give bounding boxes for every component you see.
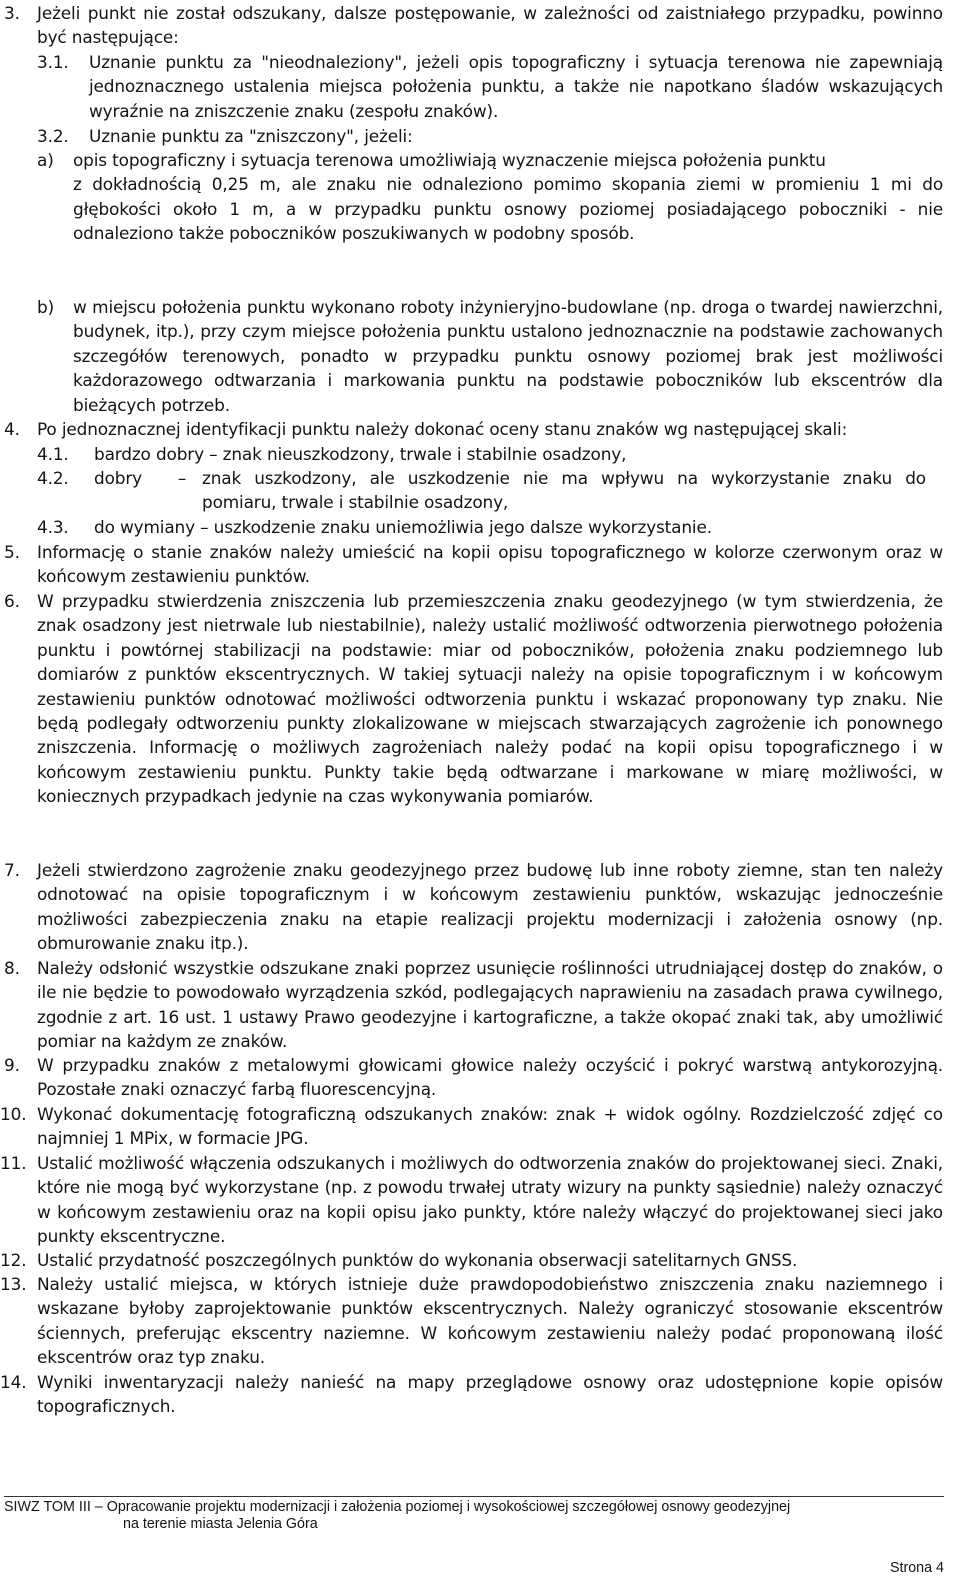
item-text: Uznanie punktu za "zniszczony", jeżeli: bbox=[89, 126, 413, 146]
page-number: Strona 4 bbox=[889, 1560, 944, 1576]
section-4-2 bbox=[37, 466, 926, 515]
section-3-1 bbox=[37, 50, 943, 123]
item-number: 14. bbox=[0, 1372, 27, 1392]
item-text: W przypadku stwierdzenia zniszczenia lub przemieszczenia znaku geodezyjnego (w tym stwierdzenia, że znak osadzony jest nietrwale lub niestabilnie), należy ustalić możliwość odtworzenia pierwotnego położenia punktu i powtórnej stabilizacji na podstawie: miar od poboczników, położenia znaku podziemnego lub domiarów z punktów ekscentrycznych. W takiej sytuacji należy na opisie topograficznym i w końcowym zestawieniu punktów odnotować możliwości odtworzenia punktu i wskazać proponowany typ znaku. Nie będą podlegały odtworzeniu punkty zlokalizowane w miejscach stwarzających zagrożenie ich ponownego zniszczenia. Informację o możliwych zagrożeniach należy podać na kopii opisu topograficznego i w końcowym zestawieniu punktu. Punkty takie będą odtwarzane i markowane w miarę możliwości, w koniecznych przypadkach jedynie na czas wykonywania pomiarów. bbox=[37, 591, 943, 807]
item-text: bardzo dobry – znak nieuszkodzony, trwale i stabilnie osadzony, bbox=[94, 444, 627, 464]
section-4 bbox=[0, 417, 943, 441]
item-number: 10. bbox=[0, 1104, 27, 1124]
item-text: opis topograficzny i sytuacja terenowa umożliwiają wyznaczenie miejsca położenia punktu bbox=[73, 150, 826, 170]
item-number: 13. bbox=[0, 1274, 27, 1294]
section-10 bbox=[0, 1102, 943, 1151]
section-14 bbox=[0, 1370, 943, 1419]
item-text: Wyniki inwentaryzacji należy nanieść na mapy przeglądowe osnowy oraz udostępnione kopie opisów topograficznych. bbox=[37, 1372, 943, 1417]
item-text: Uznanie punktu za "nieodnaleziony", jeżeli opis topograficzny i sytuacja terenowa nie zapewniają jednoznacznego ustalenia miejsca położenia punktu, a także nie napotkano śladów wskazujących wyraźnie na zniszczenie znaku (zespołu znaków). bbox=[89, 52, 943, 121]
section-9 bbox=[0, 1053, 943, 1102]
item-text: Jeżeli punkt nie został odszukany, dalsze postępowanie, w zależności od zaistniałego przypadku, powinno być następujące: bbox=[37, 3, 943, 48]
item-text: Jeżeli stwierdzono zagrożenie znaku geodezyjnego przez budowę lub inne roboty ziemne, stan ten należy odnotować na opisie topograficznym i w końcowym zestawieniu punktów, wskazując jednocześnie możliwości zabezpieczenia znaku na etapie realizacji projektu modernizacji i założenia osnowy (np. obmurowanie znaku itp.). bbox=[37, 860, 943, 954]
item-text: Wykonać dokumentację fotograficzną odszukanych znaków: znak + widok ogólny. Rozdzielczość zdjęć co najmniej 1 MPix, w formacie JPG. bbox=[37, 1104, 943, 1149]
dash: – bbox=[177, 468, 187, 488]
item-number: 11. bbox=[0, 1153, 27, 1173]
footer-title: SIWZ TOM III – Opracowanie projektu modernizacji i założenia poziomej i wysokościowej szczegółowej osnowy geodezyjnej bbox=[4, 1499, 791, 1515]
item-text: Ustalić możliwość włączenia odszukanych i możliwych do odtworzenia znaków do projektowanej sieci. Znaki, które nie mogą być wykorzystane (np. z powodu trwałej utraty wizury na punkty sąsiednie) należy oznaczyć w końcowym zestawieniu oraz na kopii opisu jako punkty, które należy włączyć do projektowanej sieci jako punkty ekscentryczne. bbox=[37, 1153, 943, 1247]
item-text: Należy odsłonić wszystkie odszukane znaki poprzez usunięcie roślinności utrudniającej dostęp do znaków, o ile nie będzie to powodowało wyrządzenia szkód, podlegających naprawieniu na zasadach prawa cywilnego, zgodnie z art. 16 ust. 1 ustawy Prawo geodezyjne i kartograficzne, a także okopać znaki tak, aby umożliwić pomiar na każdym ze znaków. bbox=[37, 958, 943, 1052]
item-number: 3.1. bbox=[37, 52, 69, 72]
section-4-1 bbox=[37, 442, 944, 466]
item-number: 8. bbox=[4, 958, 20, 978]
item-number: 9. bbox=[4, 1055, 20, 1075]
item-number: 4.1. bbox=[37, 444, 69, 464]
section-8 bbox=[0, 956, 943, 1054]
item-number: 4.2. bbox=[37, 468, 69, 488]
item-number: 12. bbox=[0, 1250, 27, 1270]
item-number: 5. bbox=[4, 542, 20, 562]
item-number: 4. bbox=[4, 419, 20, 439]
item-number: 3.2. bbox=[37, 126, 69, 146]
item-number: 7. bbox=[4, 860, 20, 880]
item-text-continuation: z dokładnością 0,25 m, ale znaku nie odnaleziono pomimo skopania ziemi w promieniu 1 mi do głębokości około 1 m, a w przypadku punktu osnowy poziomej posiadającego poboczniki - nie odnaleziono także poboczników poszukiwanych w podobny sposób. bbox=[73, 174, 943, 244]
item-number: 4.3. bbox=[37, 517, 69, 537]
section-3-2-b bbox=[37, 295, 943, 417]
section-6 bbox=[0, 589, 943, 809]
section-3-2-a bbox=[37, 148, 943, 246]
footer-divider bbox=[4, 1496, 944, 1497]
section-7 bbox=[0, 858, 943, 956]
item-text: Ustalić przydatność poszczególnych punktów do wykonania obserwacji satelitarnych GNSS. bbox=[37, 1250, 798, 1270]
item-text: w miejscu położenia punktu wykonano roboty inżynieryjno-budowlane (np. droga o twardej nawierzchni, budynek, itp.), przy czym miejsce położenia punktu ustalono jednoznacznie na podstawie zachowanych szczegółów terenowych, ponadto w przypadku punktu osnowy poziomej brak jest możliwości każdorazowego odtwarzania i markowania punktu na podstawie poboczników lub ekscentrów dla bieżących potrzeb. bbox=[73, 297, 943, 415]
section-13 bbox=[0, 1272, 943, 1370]
item-text: Należy ustalić miejsca, w których istnieje duże prawdopodobieństwo zniszczenia znaku naziemnego i wskazane byłoby zaprojektowanie punktów ekscentrycznych. Należy ograniczyć stosowanie ekscentrów ściennych, preferując ekscentry naziemne. W końcowym zestawieniu należy podać proponowaną ilość ekscentrów oraz typ znaku. bbox=[37, 1274, 943, 1368]
item-text: W przypadku znaków z metalowymi głowicami głowice należy oczyścić i pokryć warstwą antykorozyjną. Pozostałe znaki oznaczyć farbą fluorescencyjną. bbox=[37, 1055, 943, 1100]
section-12 bbox=[0, 1248, 943, 1272]
item-term: dobry bbox=[94, 468, 142, 488]
section-3-2 bbox=[37, 124, 943, 148]
item-text: Informację o stanie znaków należy umieścić na kopii opisu topograficznego w kolorze czerwonym oraz w końcowym zestawieniu punktów. bbox=[37, 542, 943, 587]
footer-subtitle: na terenie miasta Jelenia Góra bbox=[123, 1516, 318, 1532]
section-11 bbox=[0, 1151, 943, 1249]
item-letter: b) bbox=[37, 297, 55, 317]
item-text: znak uszkodzony, ale uszkodzenie nie ma wpływu na wykorzystanie znaku do pomiaru, trwale i stabilnie osadzony, bbox=[202, 468, 926, 513]
item-text: Po jednoznacznej identyfikacji punktu należy dokonać oceny stanu znaków wg następującej skali: bbox=[37, 419, 848, 439]
section-3 bbox=[0, 1, 943, 50]
item-letter: a) bbox=[37, 150, 54, 170]
item-text: do wymiany – uszkodzenie znaku uniemożliwia jego dalsze wykorzystanie. bbox=[94, 517, 712, 537]
item-number: 3. bbox=[4, 3, 20, 23]
section-4-3 bbox=[37, 515, 944, 539]
section-5 bbox=[0, 540, 943, 589]
item-number: 6. bbox=[4, 591, 20, 611]
